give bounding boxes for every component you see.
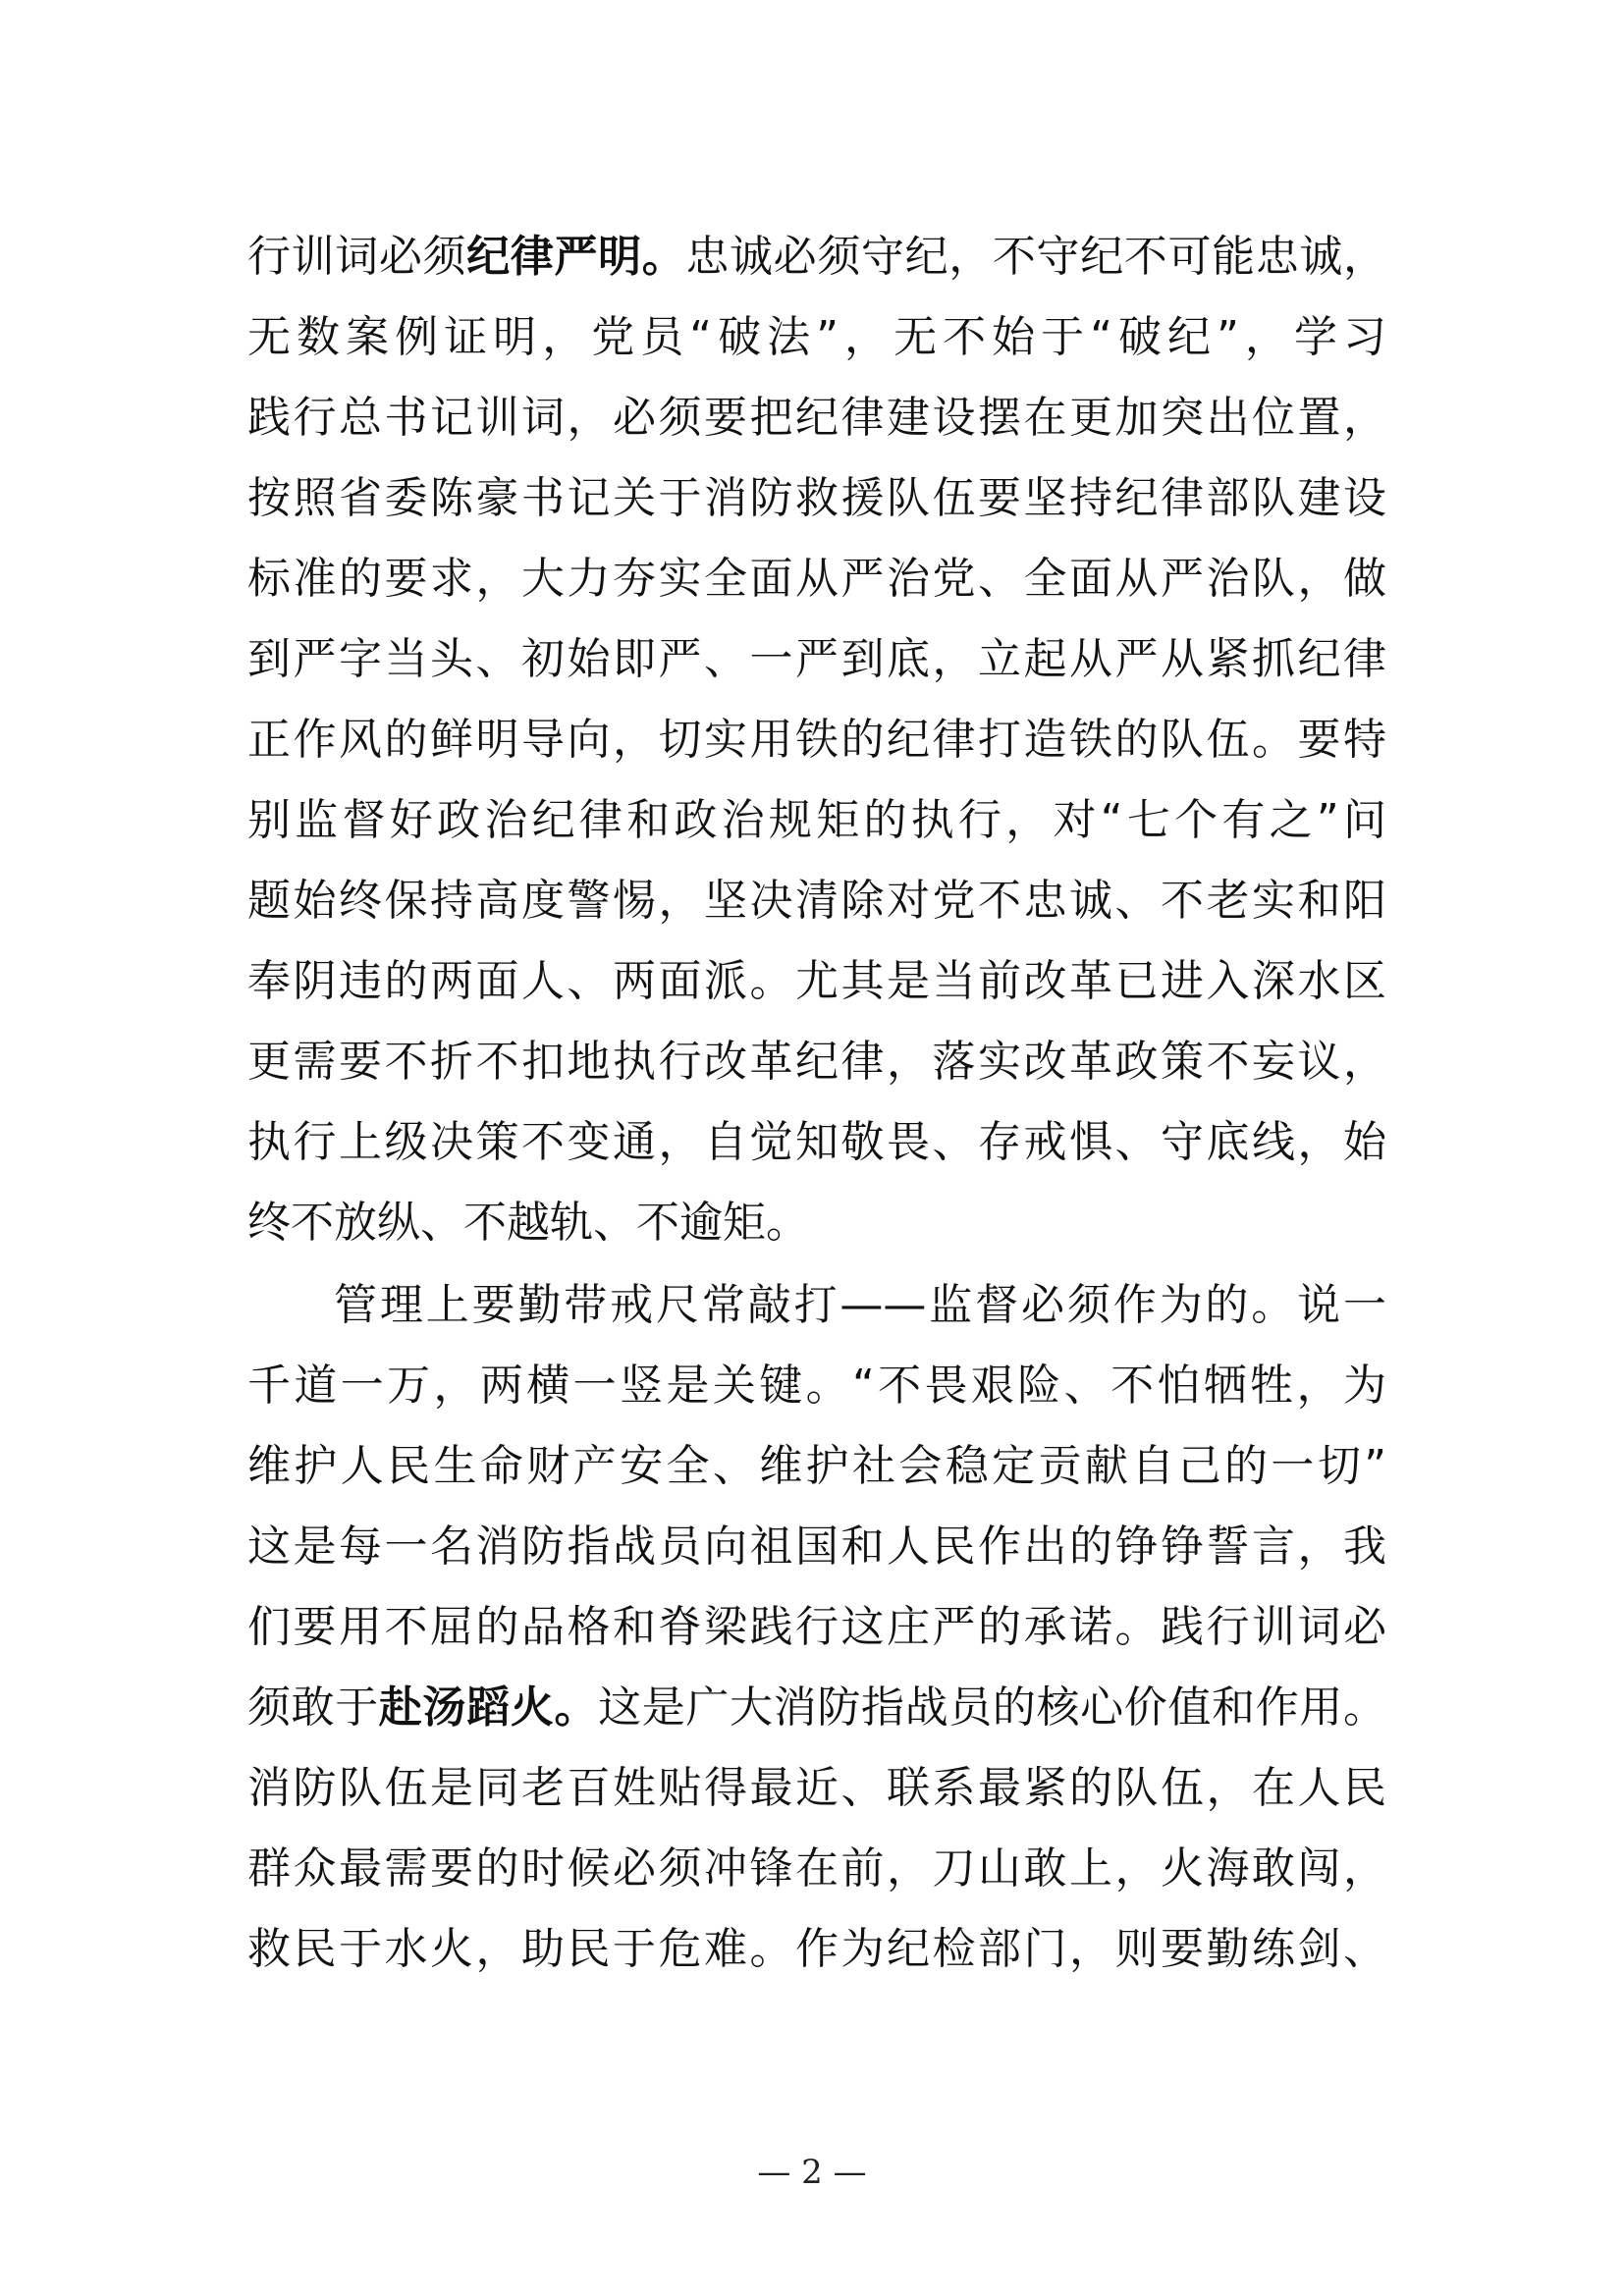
text-line: 执行上级决策不变通，自觉知敬畏、存戒惧、守底线，始 [247, 1117, 1386, 1167]
text-line: 正作风的鲜明导向，切实用铁的纪律打造铁的队伍。要特 [247, 715, 1386, 765]
text-line: 消防队伍是同老百姓贴得最近、联系最紧的队伍，在人民 [247, 1763, 1386, 1813]
paragraph-end-line: 终不放纵、不越轨、不逾矩。 [247, 1198, 809, 1248]
bold-phrase: 赴汤蹈火。 [378, 1682, 599, 1733]
text-line: 这是每一名消防指战员向祖国和人民作出的铮铮誓言，我 [247, 1522, 1386, 1572]
text-line: 按照省委陈豪书记关于消防救援队伍要坚持纪律部队建设 [247, 473, 1386, 523]
text-line: 无数案例证明，党员“破法”，无不始于“破纪”，学习 [247, 312, 1386, 362]
text-line: 救民于水火，助民于危难。作为纪检部门，则要勤练剑、 [247, 1924, 1386, 1974]
text-line: 维护人民生命财产安全、维护社会稳定贡献自己的一切” [247, 1441, 1386, 1491]
text-line: 更需要不折不扣地执行改革纪律，落实改革政策不妄议， [247, 1037, 1386, 1087]
paragraph-start-line: 管理上要勤带戒尺常敲打——监督必须作为的。说一 [334, 1280, 1386, 1330]
bold-phrase: 纪律严明。 [466, 232, 686, 282]
text-line: 千道一万，两横一竖是关键。“不畏艰险、不怕牺牲，为 [247, 1361, 1386, 1411]
text-line: 标准的要求，大力夯实全面从严治党、全面从严治队，做 [247, 554, 1386, 604]
text-line: 题始终保持高度警惕，坚决清除对党不忠诚、不老实和阳 [247, 876, 1386, 926]
text-line: 奉阴违的两面人、两面派。尤其是当前改革已进入深水区 [247, 956, 1386, 1006]
page-number: — 2 — [757, 2153, 867, 2192]
text-line: 别监督好政治纪律和政治规矩的执行，对“七个有之”问 [247, 795, 1386, 845]
text-line: 群众最需要的时候必须冲锋在前，刀山敢上，火海敢闯， [247, 1843, 1386, 1894]
text-line: 践行总书记训词，必须要把纪律建设摆在更加突出位置， [247, 393, 1386, 443]
text-line: 须敢于赴汤蹈火。这是广大消防指战员的核心价值和作用。 [247, 1682, 1387, 1733]
text-line: 行训词必须纪律严明。忠诚必须守纪，不守纪不可能忠诚， [247, 232, 1387, 282]
text-line: 们要用不屈的品格和脊梁践行这庄严的承诺。践行训词必 [247, 1602, 1386, 1652]
text-line: 到严字当头、初始即严、一严到底，立起从严从紧抓纪律 [247, 634, 1386, 684]
